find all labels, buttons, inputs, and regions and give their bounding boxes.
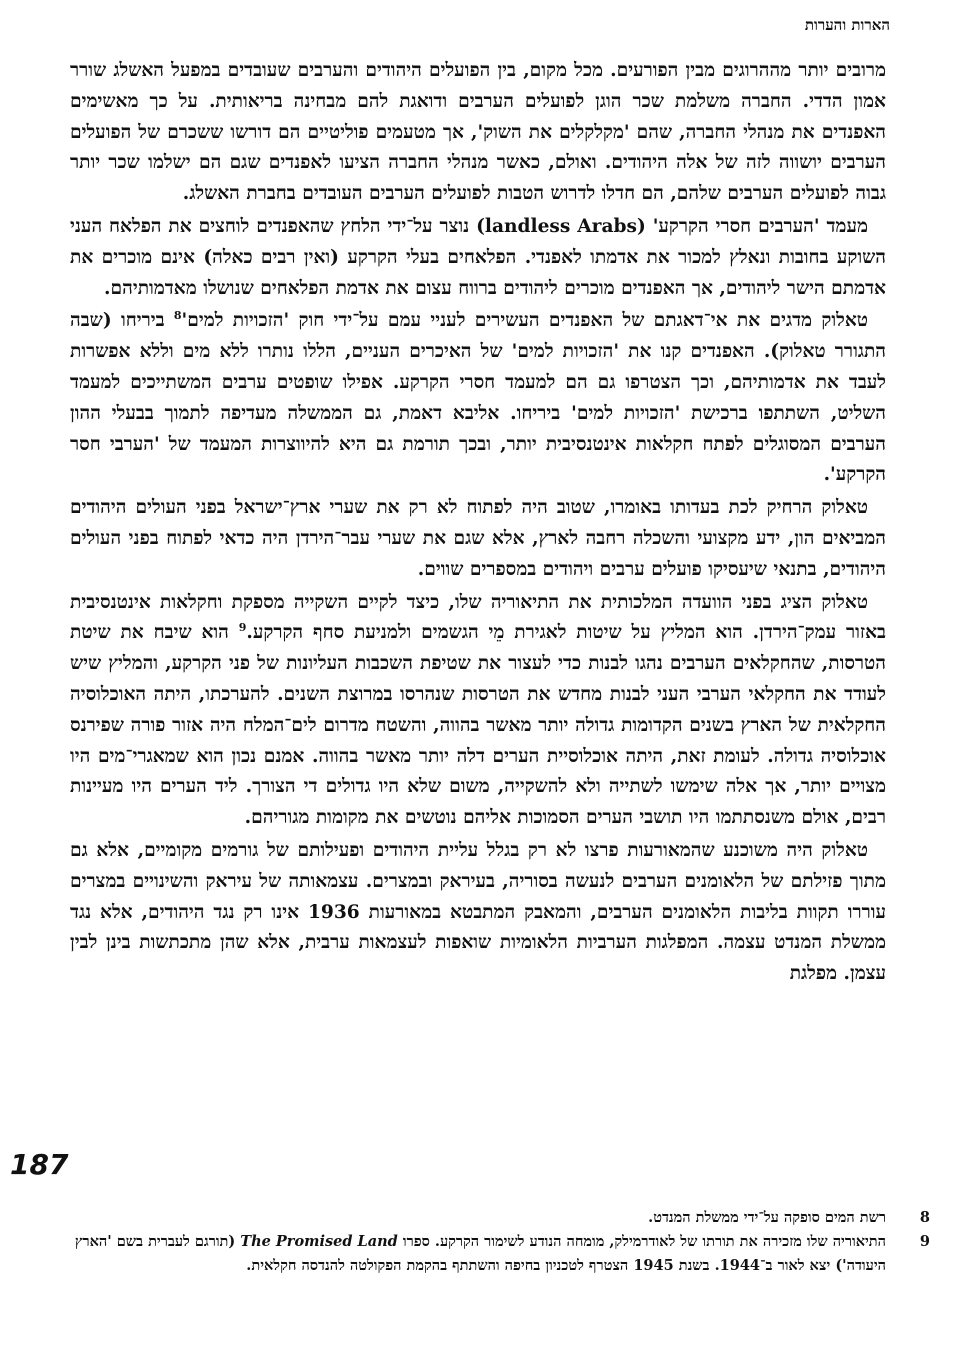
footnote-text-part: (תורגם לעברית בשם 'הארץ היעודה') יצא לאור ב־1944. בשנת 1945 הצטרף לטכניון בחיפה והשתתף בהקמת הפקולטה להנדסה חקלאית. [74,1233,886,1274]
paragraph-text: הוא שיבח את שיטת הטרסות, שהחקלאים הערבים נהגו לבנות כדי לעצור את שטיפת השכבות העליונות של פני הקרקע, והמליץ שיש לעודד את החקלאי הערבי העני לבנות מחדש את הטרסות שנהרסו במרוצת השנים. להערכתו, היתה האוכלוסיה החקלאית של הארץ בשנים הקדומות גדולה יותר מאשר בהווה, והשטח מדרום לים־המלח היה אזור פורה שפירנס אוכלוסיה גדולה. לעומת זאת, היתה אוכלוסיית הערים דלה יותר מאשר בהווה. אמנם נכון הוא שמאגרי־מים היו מצויים יותר, אך אלה שימשו לשתייה ולא להשקייה, משום שלא היו גדולים די הצורך. ליד הערים היו מעיינות רבים, אולם משנסתתמו היו תושבי הערים הסמוכות אליהם נוטשים את מקומות מגוריהם. [70,622,886,829]
paragraph [70,588,886,834]
footnote-number: 8 [919,1209,930,1226]
body-text [70,56,886,990]
footnotes [74,1206,930,1278]
paragraph-text: טאלוק הציג בפני הוועדה המלכותית את התיאוריה שלו, כיצד לקיים השקייה מספקת וחקלאות אינטנסיבית באזור עמק־הירדן. הוא המליץ על שיטות לאגירת מֵי הגשמים ולמניעת סחף הקרקע. [70,591,886,644]
footnote-text [74,1230,886,1278]
footnote [74,1230,930,1278]
footnote-ref[interactable]: 9 [238,621,247,635]
page-number: 187 [10,1148,69,1181]
latin-term: landless Arabs [484,215,637,237]
book-title: The Promised Land [240,1233,398,1250]
running-head: הארות והערות [804,16,890,34]
footnote-text: רשת המים סופקה על־ידי ממשלת המנדט. [648,1209,886,1226]
footnote-ref[interactable]: 8 [173,309,182,323]
paragraph: טאלוק הרחיק לכת בעדותו באומרו, שטוב היה לפתוח לא רק את שערי ארץ־ישראל בפני העולים היהודים המביאים הון, ידע מקצועי והשכלה רחבה לארץ, אלא שגם את שערי עבר־הירדן היה כדאי לפתוח בפני העולים היהודים, בתנאי שיעסיקו פועלים ערבים ויהודים במספרים שווים. [70,497,886,580]
paragraph [70,306,886,491]
footnote-number: 9 [919,1233,930,1250]
paragraph: מרובים יותר מההרוגים מבין הפורעים. מכל מקום, בין הפועלים היהודים והערבים שעובדים במפעל האשלג שורר אמון הדדי. החברה משלמת שכר הוגן לפועלים הערבים ודואגת להם מבחינה בריאותית. על כך מאשימים האפנדים את מנהלי החברה, שהם 'מקלקלים את השוק', אך מטעמים פוליטיים הם דורשו ששכרם של הפועלים הערבים יושווה לזה של אלה היהודים. ואולם, כאשר מנהלי החברה הציעו לאפנדים שגם הם ישלמו שכר יותר גבוה לפועלים הערבים שלהם, הם חדלו לדרוש הטבות לפועלים הערבים העובדים בחברת האשלג. [70,60,886,205]
footnote [74,1206,930,1230]
paragraph-text: ביריחו (שבה התגורר טאלוק). האפנדים קנו את 'הזכויות למים' של האיכרים העניים, הללו נותרו ללא מים וללא אפשרות לעבד את אדמותיהם, וכך הצטרפו גם הם למעמד חסרי הקרקע. אפילו שופטים ערבים המשתייכים למעמד השליט, השתתפו ברכישת 'הזכויות למים' ביריחו. אליבא דאמת, גם הממשלה מעדיפה לתמוך בבעלי ההון הערבים המסוגלים לפתח חקלאות אינטנסיבית יותר, ובכך תורמת גם היא להיווצרות המעמד של 'הערבי חסר הקרקע'. [70,310,886,486]
paragraph-text: ) נוצר על־ידי הלחץ שהאפנדים לוחצים את הפלאח העני השוקע בחובות ונאלץ למכור את אדמתו לאפנדי. הפלאחים בעלי הקרקע (ואין רבים כאלה) אינם מוכרים את אדמתם הישר ליהודים, אך האפנדים מוכרים ליהודים ברווח עצום את אדמת הפלאחים שנושלו מאדמותיהם. [70,215,886,299]
paragraph-text: מעמד 'הערבים חסרי הקרקע' ( [637,215,868,237]
footnote-text-part: התיאוריה שלו מזכירה את תורתו של לאודרמילק, מומחה הנודע לשימור הקרקע. ספרו [397,1233,886,1250]
paragraph-text: טאלוק מדגים את אי־דאגתם של האפנדים העשירים לעניי עמם על־ידי חוק 'הזכויות למים' [181,310,868,332]
paragraph [70,212,886,304]
paragraph: טאלוק היה משוכנע שהמאורעות פרצו לא רק בגלל עליית היהודים ופעילותם של גורמים מקומיים, אלא גם מתוך פזילתם של הלאומנים הערבים לנעשה בסוריה, בעיראק ובמצרים. עצמאותה של עיראק והשינויים במצרים עוררו תקוות בליבות הלאומנים הערבים, והמאבק המתבטא במאורעות 1936 אינו רק נגד היהודים, אלא נגד ממשלת המנדט עצמה. המפלגות הערביות הלאומיות שואפות לעצמאות ערבית, אלא שהן מתכתשות בינן לבין עצמן. מפלגת [70,839,887,985]
